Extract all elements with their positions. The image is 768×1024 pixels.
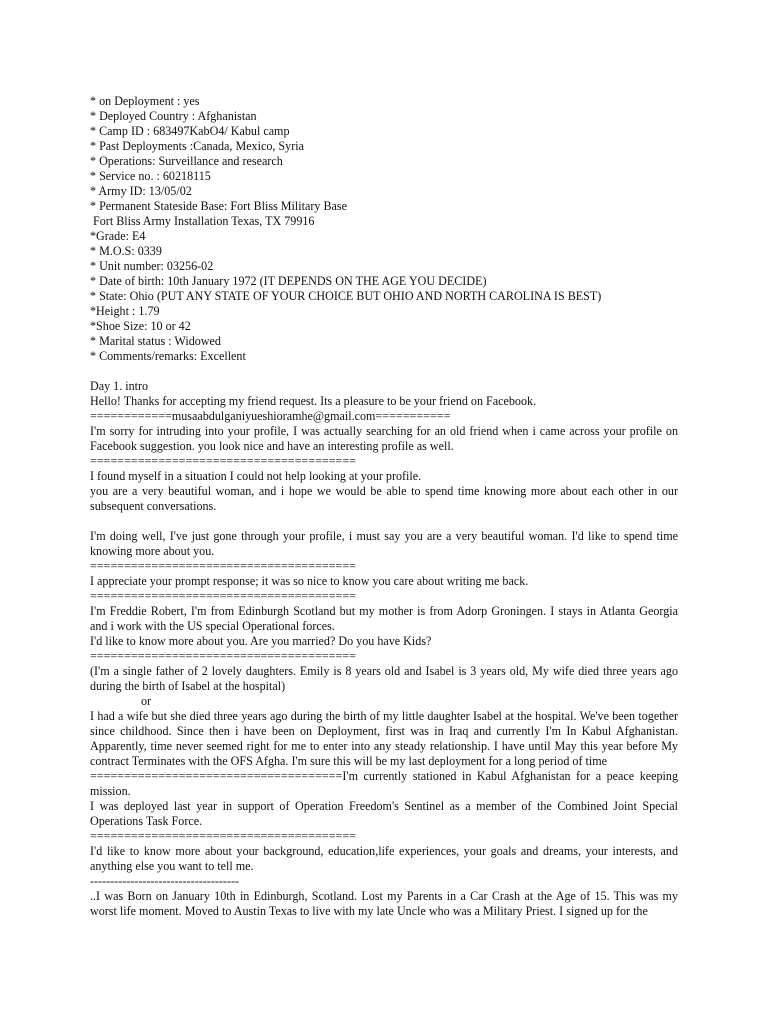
paragraph: (I'm a single father of 2 lovely daughters. Emily is 8 years old and Isabel is 3 years old, My wife died three years ago during the birth of Isabel at the hospital) <box>90 664 678 693</box>
paragraph: you are a very beautiful woman, and i hope we would be able to spend time knowing more about each other in our subsequent conversations. <box>90 484 678 513</box>
profile-line: * Unit number: 03256-02 <box>90 259 214 273</box>
document-page <box>90 94 678 919</box>
profile-line: *Grade: E4 <box>90 229 146 243</box>
paragraph: I appreciate your prompt response; it was so nice to know you care about writing me back. <box>90 574 529 588</box>
day-heading: Day 1. intro <box>90 379 149 393</box>
paragraph: I'd like to know more about you. Are you married? Do you have Kids? <box>90 634 432 648</box>
or-text: or <box>141 694 152 708</box>
profile-line: Fort Bliss Army Installation Texas, TX 79916 <box>90 214 315 228</box>
paragraph: I'm doing well, I've just gone through your profile, i must say you are a very beautiful woman. I'd like to spend time knowing more about you. <box>90 529 678 558</box>
dash-separator: ------------------------------------- <box>90 874 240 888</box>
paragraph: I found myself in a situation I could not help looking at your profile. <box>90 469 422 483</box>
profile-line: * Marital status : Widowed <box>90 334 221 348</box>
paragraph: I'm Freddie Robert, I'm from Edinburgh Scotland but my mother is from Adorp Groningen. I stays in Atlanta Georgia and i work with the US special Operational forces. <box>90 604 678 633</box>
paragraph: =====================================I'm currently stationed in Kabul Afghanistan for a peace keeping mission. <box>90 769 678 798</box>
paragraph: I'd like to know more about your background, education,life experiences, your goals and dreams, your interests, and anything else you want to tell me. <box>90 844 678 873</box>
separator: ======================================= <box>90 829 356 843</box>
profile-line: *Shoe Size: 10 or 42 <box>90 319 191 333</box>
profile-line: *Height : 1.79 <box>90 304 160 318</box>
paragraph: I had a wife but she died three years ago during the birth of my little daughter Isabel at the hospital. We've been together since childhood. Since then i have been on Deployment, first was in Iraq and currently I'm In Kabul Afghanistan. Apparently, time never seemed right for me to enter into any steady relationship. I have until May this year before My contract Terminates with the OFS Afgha. I'm sure this will be my last deployment for a long period of time <box>90 709 678 768</box>
paragraph: I'm sorry for intruding into your profile, I was actually searching for an old friend when i came across your profile on Facebook suggestion. you look nice and have an interesting profile as well. <box>90 424 678 453</box>
profile-line: * on Deployment : yes <box>90 94 200 108</box>
spacer <box>90 514 678 529</box>
paragraph: I was deployed last year in support of Operation Freedom's Sentinel as a member of the Combined Joint Special Operations Task Force. <box>90 799 678 828</box>
profile-line: * Permanent Stateside Base: Fort Bliss Military Base <box>90 199 347 213</box>
greeting-text: Hello! Thanks for accepting my friend request. Its a pleasure to be your friend on Facebook. <box>90 394 537 408</box>
profile-line: * Operations: Surveillance and research <box>90 154 283 168</box>
separator: ======================================= <box>90 649 356 663</box>
profile-line: * Date of birth: 10th January 1972 (IT DEPENDS ON THE AGE YOU DECIDE) <box>90 274 487 288</box>
separator: ======================================= <box>90 559 356 573</box>
profile-details <box>90 94 678 364</box>
separator: ======================================= <box>90 589 356 603</box>
profile-line: * Service no. : 60218115 <box>90 169 211 183</box>
separator: ======================================= <box>90 454 356 468</box>
profile-line: * Comments/remarks: Excellent <box>90 349 246 363</box>
spacer <box>90 364 678 379</box>
message-script <box>90 379 678 919</box>
profile-line: * Army ID: 13/05/02 <box>90 184 192 198</box>
profile-line: * M.O.S: 0339 <box>90 244 162 258</box>
profile-line: * Camp ID : 683497KabO4/ Kabul camp <box>90 124 290 138</box>
profile-line: * State: Ohio (PUT ANY STATE OF YOUR CHOICE BUT OHIO AND NORTH CAROLINA IS BEST) <box>90 289 602 303</box>
paragraph: ..I was Born on January 10th in Edinburgh, Scotland. Lost my Parents in a Car Crash at the Age of 15. This was my worst life moment. Moved to Austin Texas to live with my late Uncle who was a Military Priest. I signed up for the <box>90 889 678 918</box>
profile-line: * Deployed Country : Afghanistan <box>90 109 257 123</box>
profile-line: * Past Deployments :Canada, Mexico, Syria <box>90 139 304 153</box>
email-line: ============musaabdulganiyueshioramhe@gmail.com=========== <box>90 409 451 423</box>
